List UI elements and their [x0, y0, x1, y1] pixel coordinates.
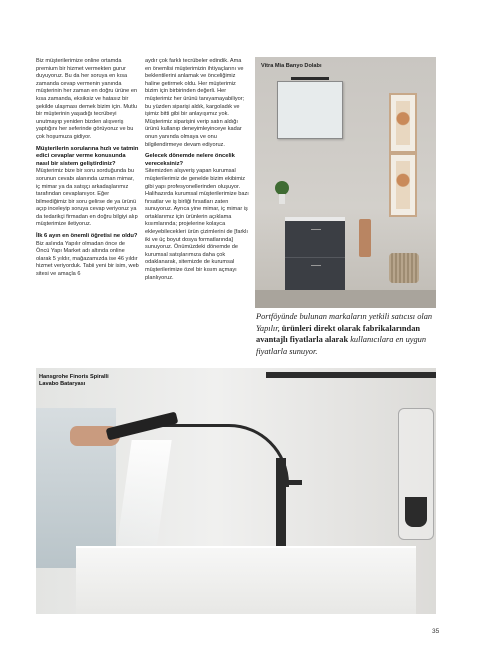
mirror — [277, 81, 343, 139]
caption-italic: Portföyünde bulunan markaların yetkili satıcısı olan Yapılır, — [256, 312, 433, 333]
faucet-lever — [286, 480, 302, 485]
sink-basin — [76, 546, 416, 614]
vanity-cabinet — [285, 217, 345, 295]
faucet-body — [276, 458, 286, 556]
hourglass — [398, 408, 434, 540]
intro-paragraph: Biz müşterilerimize online ortamda premium bir hizmet vermekten gurur duyuyoruz. Bu da her soruya en kısa zamanda cevap vermenin yanında müşterinin her zaman en doğru ürüne en kısa zamanda, eksiksiz ve hatasız bir şekilde ulaşması demek bizim için. Mutlu bir müşterinin yaşadığı tecrübeyi unutmayıp yeniden bizden alışveriş yaptığını her seferinde görüyoruz ve bu çok hoşumuza gidiyor. — [36, 58, 138, 140]
page-number: 35 — [432, 628, 440, 635]
question-heading: Müşterilerin sorularına hızlı ve tatmin edici cevaplar verme konusunda nasıl bir sistem geliştirdiniz? — [36, 145, 139, 167]
floor — [255, 290, 436, 308]
photo-caption — [256, 311, 444, 357]
question-heading: Gelecek dönemde nelere öncelik vereceksiniz? — [145, 153, 235, 167]
photo-label: Vitra Mia Banyo Dolabı — [261, 63, 322, 69]
body-paragraph: aydır çok farklı tecrübeler edindik. Ama en önemlisi müşterimizin ihtiyaçlarını ve beklentilerini anlamak ve önceliğimiz haline getirmek oldu. Her müşterimiz bizim için birbirinden değerli. Her müşterimiz her ürünü tanıyamayabiliyor; bu yüzden siparişi aldık, kargoladık ve işimiz bitti gibi bir anlayışımız yok. Müşterimiz siparişini verip satın aldığı ürünü kullanıp deneyimleyinceye kadar onun yanında olmaya ve onu bilgilendirmeye devam ediyoruz. — [145, 58, 245, 148]
wall-lamp — [291, 77, 329, 80]
shelf — [266, 372, 436, 378]
plant — [275, 181, 289, 195]
caption-bold: ürünleri direkt olarak fabrikalarından avantajlı fiyatlarla alarak — [256, 323, 421, 345]
question-heading: İlk 6 ayın en önemli öğretisi ne oldu? — [36, 233, 138, 240]
answer-paragraph: Müşterimiz bize bir soru sorduğunda bu sorunun cevabı alanında uzman mimar, iç mimar ya da satışçı arkadaşlarımız tarafından cevaplanıyor. Eğer bilmediğimiz bir soru gelirse de ya ürünü açıp inceleyip soruya cevap veriyoruz ya da tedarikçi firmadan en doğru bilgiyi alıp müşterimize iletiyoruz. — [36, 168, 138, 228]
text-column-middle — [145, 58, 249, 286]
water-spray — [116, 440, 171, 550]
answer-paragraph: Sitemizden alışveriş yapan kurumsal müşterilerimiz de genelde bizim ekibimiz gibi yapı profesyonellerinden oluşuyor. Halihazırda kurumsal müşterilerimize bazı fırsatlar ve iş birliği fırsatları zaten sunuyoruz. Ayrıca yine mimar, iç mimar iş ortaklarımız için ürünlerin açıklama kısımlarında; projelerine kolayca ekleyebilecekleri ürün çizimlerini de [farklı iki ve üç boyut dosya formatlarında] sunuyoruz. Önümüzdeki dönemde de kurumsal satışlarımıza daha çok odaklanarak, sitemizde de kurumsal müşterilerimize özel bir kısım açmayı planlıyoruz. — [145, 168, 249, 281]
answer-paragraph: Biz aslında Yapılır olmadan önce de Öncü Yapı Market adı altında online olarak 5 yıldır, mağazamızda ise 46 yıldır hizmet veriyorduk. Tabii yeni bir isim, web sitesi ve amaçla 6 — [36, 240, 139, 278]
basket — [389, 253, 419, 283]
vanity-photo — [255, 57, 436, 308]
caption-italic-end: kullanıcılara en uygun fiyatlarla sunuyor. — [256, 335, 427, 356]
towel — [359, 219, 371, 257]
text-column-left — [36, 58, 139, 283]
wall-frame — [389, 93, 417, 153]
wall-frame — [389, 153, 417, 217]
faucet-photo — [36, 368, 436, 614]
faucet-hose — [156, 424, 289, 487]
plant-pot — [279, 194, 285, 204]
photo-label: Hansgrohe Finoris Spiralli Lavabo Bataryası — [39, 374, 109, 388]
